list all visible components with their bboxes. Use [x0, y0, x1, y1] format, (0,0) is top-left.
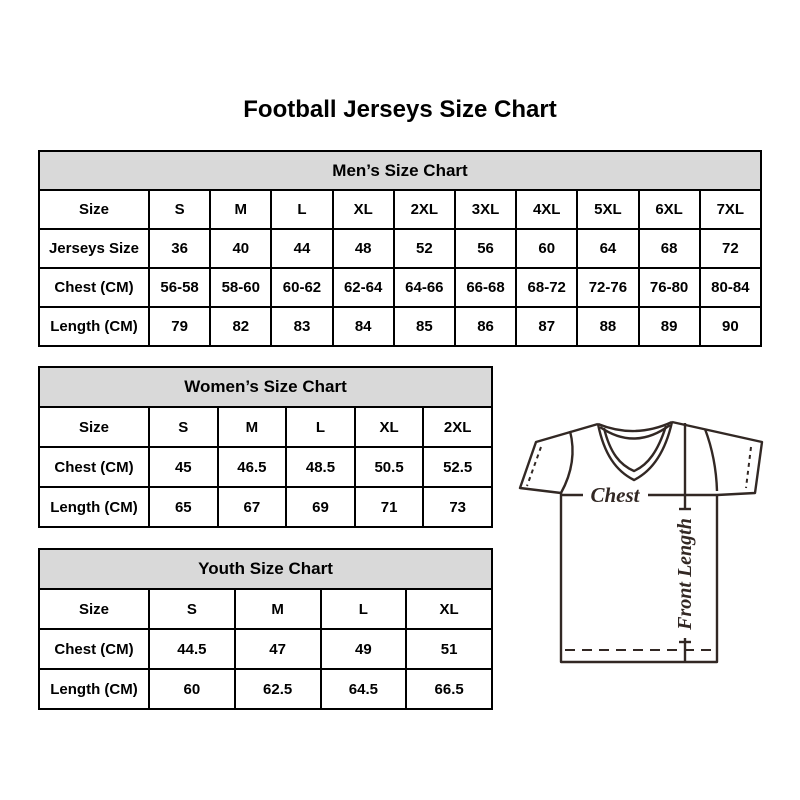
header-cell: Length (CM) — [39, 487, 149, 527]
table-title: Men’s Size Chart — [39, 151, 761, 190]
value-cell: 72 — [700, 229, 761, 268]
value-cell: 83 — [271, 307, 332, 346]
value-cell: 46.5 — [218, 447, 287, 487]
header-cell: M — [218, 407, 287, 447]
chest-label: Chest — [590, 483, 640, 507]
header-cell: Jerseys Size — [39, 229, 149, 268]
header-cell: 6XL — [639, 190, 700, 229]
value-cell: 66-68 — [455, 268, 516, 307]
front-length-label: Front Length — [674, 518, 696, 630]
value-cell: 84 — [333, 307, 394, 346]
header-cell: 5XL — [577, 190, 638, 229]
jersey-diagram — [500, 398, 772, 678]
header-cell: S — [149, 190, 210, 229]
header-cell: 7XL — [700, 190, 761, 229]
header-cell: 2XL — [423, 407, 492, 447]
value-cell: 86 — [455, 307, 516, 346]
header-cell: 2XL — [394, 190, 455, 229]
header-cell: Length (CM) — [39, 307, 149, 346]
value-cell: 62.5 — [235, 669, 321, 709]
value-cell: 64 — [577, 229, 638, 268]
mens-size-table — [38, 150, 762, 347]
header-cell: L — [286, 407, 355, 447]
value-cell: 60-62 — [271, 268, 332, 307]
header-cell: 3XL — [455, 190, 516, 229]
value-cell: 44.5 — [149, 629, 235, 669]
value-cell: 71 — [355, 487, 424, 527]
header-cell: Size — [39, 190, 149, 229]
value-cell: 69 — [286, 487, 355, 527]
header-cell: Chest (CM) — [39, 629, 149, 669]
womens-size-table — [38, 366, 493, 528]
header-cell: Chest (CM) — [39, 447, 149, 487]
value-cell: 76-80 — [639, 268, 700, 307]
value-cell: 66.5 — [406, 669, 492, 709]
header-cell: XL — [406, 589, 492, 629]
value-cell: 89 — [639, 307, 700, 346]
header-cell: S — [149, 407, 218, 447]
table-title: Youth Size Chart — [39, 549, 492, 589]
value-cell: 44 — [271, 229, 332, 268]
value-cell: 36 — [149, 229, 210, 268]
value-cell: 72-76 — [577, 268, 638, 307]
right-cuff-stitch-line — [746, 447, 751, 488]
value-cell: 65 — [149, 487, 218, 527]
value-cell: 56 — [455, 229, 516, 268]
value-cell: 48 — [333, 229, 394, 268]
header-cell: M — [235, 589, 321, 629]
value-cell: 73 — [423, 487, 492, 527]
left-cuff-stitch-line — [527, 447, 541, 486]
value-cell: 67 — [218, 487, 287, 527]
value-cell: 60 — [149, 669, 235, 709]
value-cell: 82 — [210, 307, 271, 346]
left-sleeve-seam — [561, 431, 573, 493]
value-cell: 58-60 — [210, 268, 271, 307]
value-cell: 51 — [406, 629, 492, 669]
value-cell: 47 — [235, 629, 321, 669]
value-cell: 90 — [700, 307, 761, 346]
value-cell: 88 — [577, 307, 638, 346]
youth-size-table — [38, 548, 493, 710]
header-cell: 4XL — [516, 190, 577, 229]
value-cell: 68 — [639, 229, 700, 268]
header-cell: XL — [333, 190, 394, 229]
header-cell: L — [321, 589, 407, 629]
value-cell: 40 — [210, 229, 271, 268]
value-cell: 62-64 — [333, 268, 394, 307]
header-cell: Size — [39, 589, 149, 629]
header-cell: Chest (CM) — [39, 268, 149, 307]
header-cell: Length (CM) — [39, 669, 149, 709]
value-cell: 50.5 — [355, 447, 424, 487]
header-cell: XL — [355, 407, 424, 447]
left-sleeve-outline — [520, 424, 598, 493]
value-cell: 87 — [516, 307, 577, 346]
header-cell: Size — [39, 407, 149, 447]
header-cell: S — [149, 589, 235, 629]
value-cell: 64.5 — [321, 669, 407, 709]
header-cell: L — [271, 190, 332, 229]
value-cell: 68-72 — [516, 268, 577, 307]
page-title: Football Jerseys Size Chart — [243, 96, 557, 123]
value-cell: 52.5 — [423, 447, 492, 487]
value-cell: 45 — [149, 447, 218, 487]
value-cell: 79 — [149, 307, 210, 346]
value-cell: 52 — [394, 229, 455, 268]
right-sleeve-seam — [705, 429, 717, 491]
table-title: Women’s Size Chart — [39, 367, 492, 407]
value-cell: 60 — [516, 229, 577, 268]
header-cell: M — [210, 190, 271, 229]
value-cell: 48.5 — [286, 447, 355, 487]
value-cell: 49 — [321, 629, 407, 669]
value-cell: 56-58 — [149, 268, 210, 307]
value-cell: 85 — [394, 307, 455, 346]
value-cell: 64-66 — [394, 268, 455, 307]
value-cell: 80-84 — [700, 268, 761, 307]
